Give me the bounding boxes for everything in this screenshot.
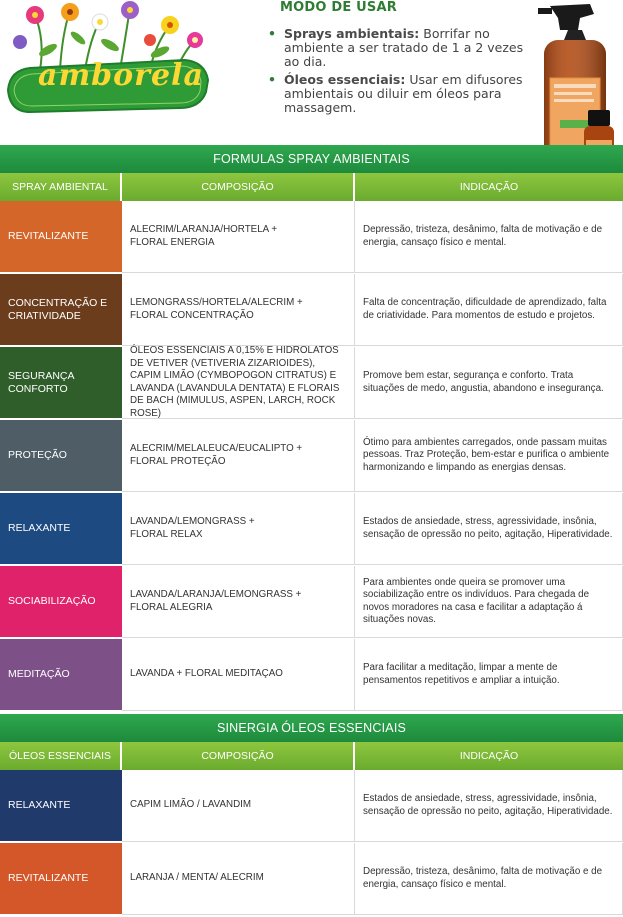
row-name: SOCIABILIZAÇÃO xyxy=(0,566,122,638)
row-name: REVITALIZANTE xyxy=(0,201,122,273)
spray-table-header xyxy=(0,173,623,201)
header xyxy=(0,0,623,145)
row-composition: ALECRIM/MELALEUCA/EUCALIPTO + FLORAL PROTEÇÃO xyxy=(122,420,355,492)
row-composition: LAVANDA + FLORAL MEDITAÇAO xyxy=(122,639,355,711)
table-row xyxy=(0,274,623,347)
row-indication: Para ambientes onde queira se promover uma sociabilização entre os indivíduos. Para chegada de novos moradores na casa e facilitar a adaptação á situações novas. xyxy=(355,566,623,638)
row-name: RELAXANTE xyxy=(0,770,122,842)
row-composition: CAPIM LIMÃO / LAVANDIM xyxy=(122,770,355,842)
row-name: PROTEÇÃO xyxy=(0,420,122,492)
brand-name: amborela xyxy=(38,58,204,93)
row-indication: Depressão, tristeza, desânimo, falta de motivação e de energia, cansaço físico e mental. xyxy=(355,201,623,273)
row-indication: Estados de ansiedade, stress, agressividade, insônia, sensação de opressão no peito, agitação, Hiperatividade. xyxy=(355,493,623,565)
item-text: Usar em difusores ambientais ou diluir em óleos para massagem. xyxy=(284,72,523,115)
oils-table-header xyxy=(0,742,623,770)
bullet-icon: • xyxy=(268,26,276,41)
spray-rows xyxy=(0,201,623,712)
table-row xyxy=(0,639,623,712)
item-label: Óleos essenciais: xyxy=(284,72,406,87)
row-name: RELAXANTE xyxy=(0,493,122,565)
row-name: SEGURANÇA CONFORTO xyxy=(0,347,122,419)
table-row xyxy=(0,770,623,843)
how-to-use xyxy=(262,0,532,119)
header-spray: SPRAY AMBIENTAL xyxy=(0,173,122,201)
row-composition: LAVANDA/LEMONGRASS + FLORAL RELAX xyxy=(122,493,355,565)
table-row xyxy=(0,566,623,639)
header-indication: INDICAÇÃO xyxy=(355,173,623,201)
spray-table xyxy=(0,145,623,712)
oils-table-title: SINERGIA ÓLEOS ESSENCIAIS xyxy=(0,714,623,742)
how-to-use-item xyxy=(262,73,532,115)
row-composition: LEMONGRASS/HORTELA/ALECRIM + FLORAL CONCENTRAÇÃO xyxy=(122,274,355,346)
how-to-use-title: MODO DE USAR xyxy=(280,0,397,15)
bullet-icon: • xyxy=(268,72,276,87)
row-composition: LARANJA / MENTA/ ALECRIM xyxy=(122,843,355,915)
header-composition: COMPOSIÇÃO xyxy=(122,742,355,770)
header-oils: ÓLEOS ESSENCIAIS xyxy=(0,742,122,770)
how-to-use-item xyxy=(262,27,532,69)
header-composition: COMPOSIÇÃO xyxy=(122,173,355,201)
spray-table-title: FORMULAS SPRAY AMBIENTAIS xyxy=(0,145,623,173)
row-indication: Falta de concentração, dificuldade de aprendizado, falta de criatividade. Para momentos de estudo e projetos. xyxy=(355,274,623,346)
item-text: Borrifar no ambiente a ser tratado de 1 a 2 vezes ao dia. xyxy=(284,26,524,69)
row-composition: ALECRIM/LARANJA/HORTELA + FLORAL ENERGIA xyxy=(122,201,355,273)
item-label: Sprays ambientais: xyxy=(284,26,420,41)
oils-rows xyxy=(0,770,623,916)
table-row xyxy=(0,347,623,420)
header-indication: INDICAÇÃO xyxy=(355,742,623,770)
table-row xyxy=(0,201,623,274)
row-composition: LAVANDA/LARANJA/LEMONGRASS + FLORAL ALEGRIA xyxy=(122,566,355,638)
row-indication: Estados de ansiedade, stress, agressividade, insônia, sensação de opressão no peito, agitação, Hiperatividade. xyxy=(355,770,623,842)
table-row xyxy=(0,843,623,916)
row-indication: Para facilitar a meditação, limpar a mente de pensamentos repetitivos e ampliar a intuição. xyxy=(355,639,623,711)
row-indication: Ótimo para ambientes carregados, onde passam muitas pessoas. Traz Proteção, bem-estar e purifica o ambiente harmonizando e limpando as energias densas. xyxy=(355,420,623,492)
row-indication: Depressão, tristeza, desânimo, falta de motivação e de energia, cansaço físico e mental. xyxy=(355,843,623,915)
row-name: MEDITAÇÃO xyxy=(0,639,122,711)
table-row xyxy=(0,420,623,493)
table-row xyxy=(0,493,623,566)
how-to-use-list xyxy=(262,27,532,115)
row-indication: Promove bem estar, segurança e conforto. Trata situações de medo, angustia, abandono e insegurança. xyxy=(355,347,623,419)
row-name: CONCENTRAÇÃO E CRIATIVIDADE xyxy=(0,274,122,346)
oils-table xyxy=(0,714,623,916)
row-composition: ÓLEOS ESSENCIAIS A 0,15% E HIDROLATOS DE VETIVER (VETIVERIA ZIZARIOIDES), CAPIM LIMÃO (CYMBOPOGON CITRATUS) E LAVANDA (LAVANDULA DENTATA) E FLORAIS DE BACH (MIMULUS, ASPEN, LARCH, ROCK ROSE) xyxy=(122,347,355,419)
row-name: REVITALIZANTE xyxy=(0,843,122,915)
